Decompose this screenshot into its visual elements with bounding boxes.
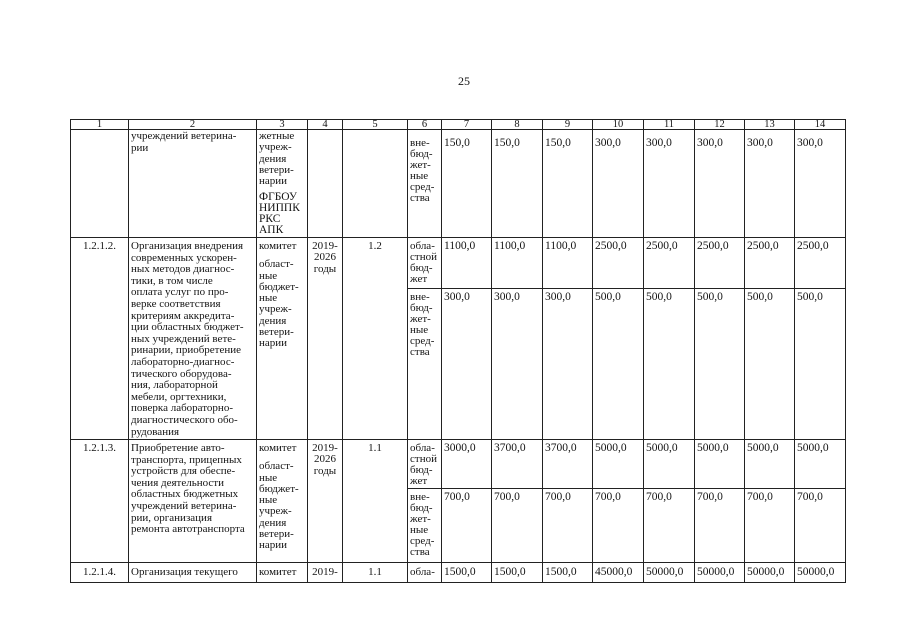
value-cell-col12: 50000,0	[695, 563, 745, 583]
value-cell-col14: 700,0	[795, 489, 846, 563]
column-header-2: 2	[129, 120, 257, 130]
executor-detail: жетные учреж- дения ветери- нарии	[259, 130, 295, 188]
executor-cell	[257, 238, 308, 440]
program-measures-table	[70, 119, 846, 583]
value-cell-col10: 700,0	[593, 489, 644, 563]
value-cell-col8: 700,0	[492, 489, 543, 563]
value-cell-col13: 2500,0	[745, 238, 795, 289]
period-cell: 2019-	[308, 563, 343, 583]
funding-source-cell: обла- стной бюд- жет	[408, 440, 442, 489]
value-cell-col14: 300,0	[795, 130, 846, 238]
column-header-6: 6	[408, 120, 442, 130]
value-cell-col8: 1100,0	[492, 238, 543, 289]
value-cell-col10: 5000,0	[593, 440, 644, 489]
table-row	[71, 563, 846, 583]
value-cell-col13: 50000,0	[745, 563, 795, 583]
measure-code-cell: 1.2.1.2.	[71, 238, 129, 440]
executor-cell	[257, 440, 308, 563]
value-cell-col9: 150,0	[543, 130, 593, 238]
funding-source-cell: вне- бюд- жет- ные сред- ства	[408, 289, 442, 440]
table-header-row	[71, 120, 846, 130]
table-row	[71, 238, 846, 289]
value-cell-col7: 1100,0	[442, 238, 492, 289]
value-cell-col12: 700,0	[695, 489, 745, 563]
value-cell-col7: 3000,0	[442, 440, 492, 489]
value-cell-col7: 700,0	[442, 489, 492, 563]
value-cell-col10: 2500,0	[593, 238, 644, 289]
value-cell-col8: 150,0	[492, 130, 543, 238]
value-cell-col9: 300,0	[543, 289, 593, 440]
column-header-7: 7	[442, 120, 492, 130]
funding-source-cell: вне- бюд- жет- ные сред- ства	[408, 489, 442, 563]
column-header-3: 3	[257, 120, 308, 130]
value-cell-col12: 2500,0	[695, 238, 745, 289]
measure-name-cell: учреждений ветерина- рии	[129, 130, 257, 238]
measure-code-cell: 1.2.1.3.	[71, 440, 129, 563]
executor-detail: област- ные бюджет- ные учреж- дения ветери- нарии	[259, 460, 299, 552]
measure-code-cell	[71, 130, 129, 238]
funding-source-cell: обла-	[408, 563, 442, 583]
value-cell-col11: 700,0	[644, 489, 695, 563]
period-cell: 2019- 2026 годы	[308, 238, 343, 440]
value-cell-col8: 3700,0	[492, 440, 543, 489]
column-header-10: 10	[593, 120, 644, 130]
measure-name-cell: Организация внедрения современных ускорен- ных методов диагнос- тики, в том числе оплата услуг по про- верке соответствия критериям аккредита- ции областных бюджет- ных учреждений вете- ринарии, приобретение лабораторно-диагнос- тического оборудова- ния, лабораторной мебели, оргтехники, поверка лабораторно- диагностического обо- рудования	[129, 238, 257, 440]
value-cell-col9: 1100,0	[543, 238, 593, 289]
value-cell-col9: 1500,0	[543, 563, 593, 583]
value-cell-col8: 300,0	[492, 289, 543, 440]
funding-source-cell: вне- бюд- жет- ные сред- ства	[408, 130, 442, 238]
value-cell-col14: 50000,0	[795, 563, 846, 583]
value-cell-col11: 500,0	[644, 289, 695, 440]
value-cell-col11: 2500,0	[644, 238, 695, 289]
value-cell-col9: 3700,0	[543, 440, 593, 489]
page-number: 25	[458, 74, 470, 88]
value-cell-col7: 150,0	[442, 130, 492, 238]
period-cell	[308, 130, 343, 238]
column-header-4: 4	[308, 120, 343, 130]
funding-source-cell: обла- стной бюд- жет	[408, 238, 442, 289]
value-cell-col10: 300,0	[593, 130, 644, 238]
value-cell-col7: 300,0	[442, 289, 492, 440]
column-header-5: 5	[343, 120, 408, 130]
measure-code-cell: 1.2.1.4.	[71, 563, 129, 583]
value-cell-col8: 1500,0	[492, 563, 543, 583]
value-cell-col9: 700,0	[543, 489, 593, 563]
column-header-12: 12	[695, 120, 745, 130]
column-header-11: 11	[644, 120, 695, 130]
indicator-cell	[343, 130, 408, 238]
value-cell-col11: 300,0	[644, 130, 695, 238]
value-cell-col13: 700,0	[745, 489, 795, 563]
measure-name-cell: Приобретение авто- транспорта, прицепных устройств для обеспе- чения деятельности областных бюджетных учреждений ветерина- рии, организация ремонта автотранспорта	[129, 440, 257, 563]
value-cell-col10: 500,0	[593, 289, 644, 440]
executor-cell	[257, 130, 308, 238]
indicator-cell: 1.1	[343, 440, 408, 563]
column-header-1: 1	[71, 120, 129, 130]
value-cell-col12: 500,0	[695, 289, 745, 440]
value-cell-col7: 1500,0	[442, 563, 492, 583]
executor-name: комитет	[259, 240, 297, 252]
executor-cell: комитет	[257, 563, 308, 583]
column-header-9: 9	[543, 120, 593, 130]
table-row	[71, 440, 846, 489]
period-cell: 2019- 2026 годы	[308, 440, 343, 563]
value-cell-col11: 50000,0	[644, 563, 695, 583]
value-cell-col12: 300,0	[695, 130, 745, 238]
value-cell-col13: 5000,0	[745, 440, 795, 489]
executor-detail: област- ные бюджет- ные учреж- дения ветери- нарии	[259, 258, 299, 350]
value-cell-col14: 500,0	[795, 289, 846, 440]
value-cell-col11: 5000,0	[644, 440, 695, 489]
value-cell-col10: 45000,0	[593, 563, 644, 583]
measure-name-cell: Организация текущего	[129, 563, 257, 583]
value-cell-col12: 5000,0	[695, 440, 745, 489]
indicator-cell: 1.2	[343, 238, 408, 440]
column-header-13: 13	[745, 120, 795, 130]
indicator-cell: 1.1	[343, 563, 408, 583]
value-cell-col13: 500,0	[745, 289, 795, 440]
value-cell-col14: 2500,0	[795, 238, 846, 289]
value-cell-col14: 5000,0	[795, 440, 846, 489]
executor-name: комитет	[259, 442, 297, 454]
value-cell-col13: 300,0	[745, 130, 795, 238]
column-header-8: 8	[492, 120, 543, 130]
column-header-14: 14	[795, 120, 846, 130]
executor-organization: ФГБОУ НИППК РКС АПК	[259, 191, 300, 237]
table-row	[71, 130, 846, 238]
